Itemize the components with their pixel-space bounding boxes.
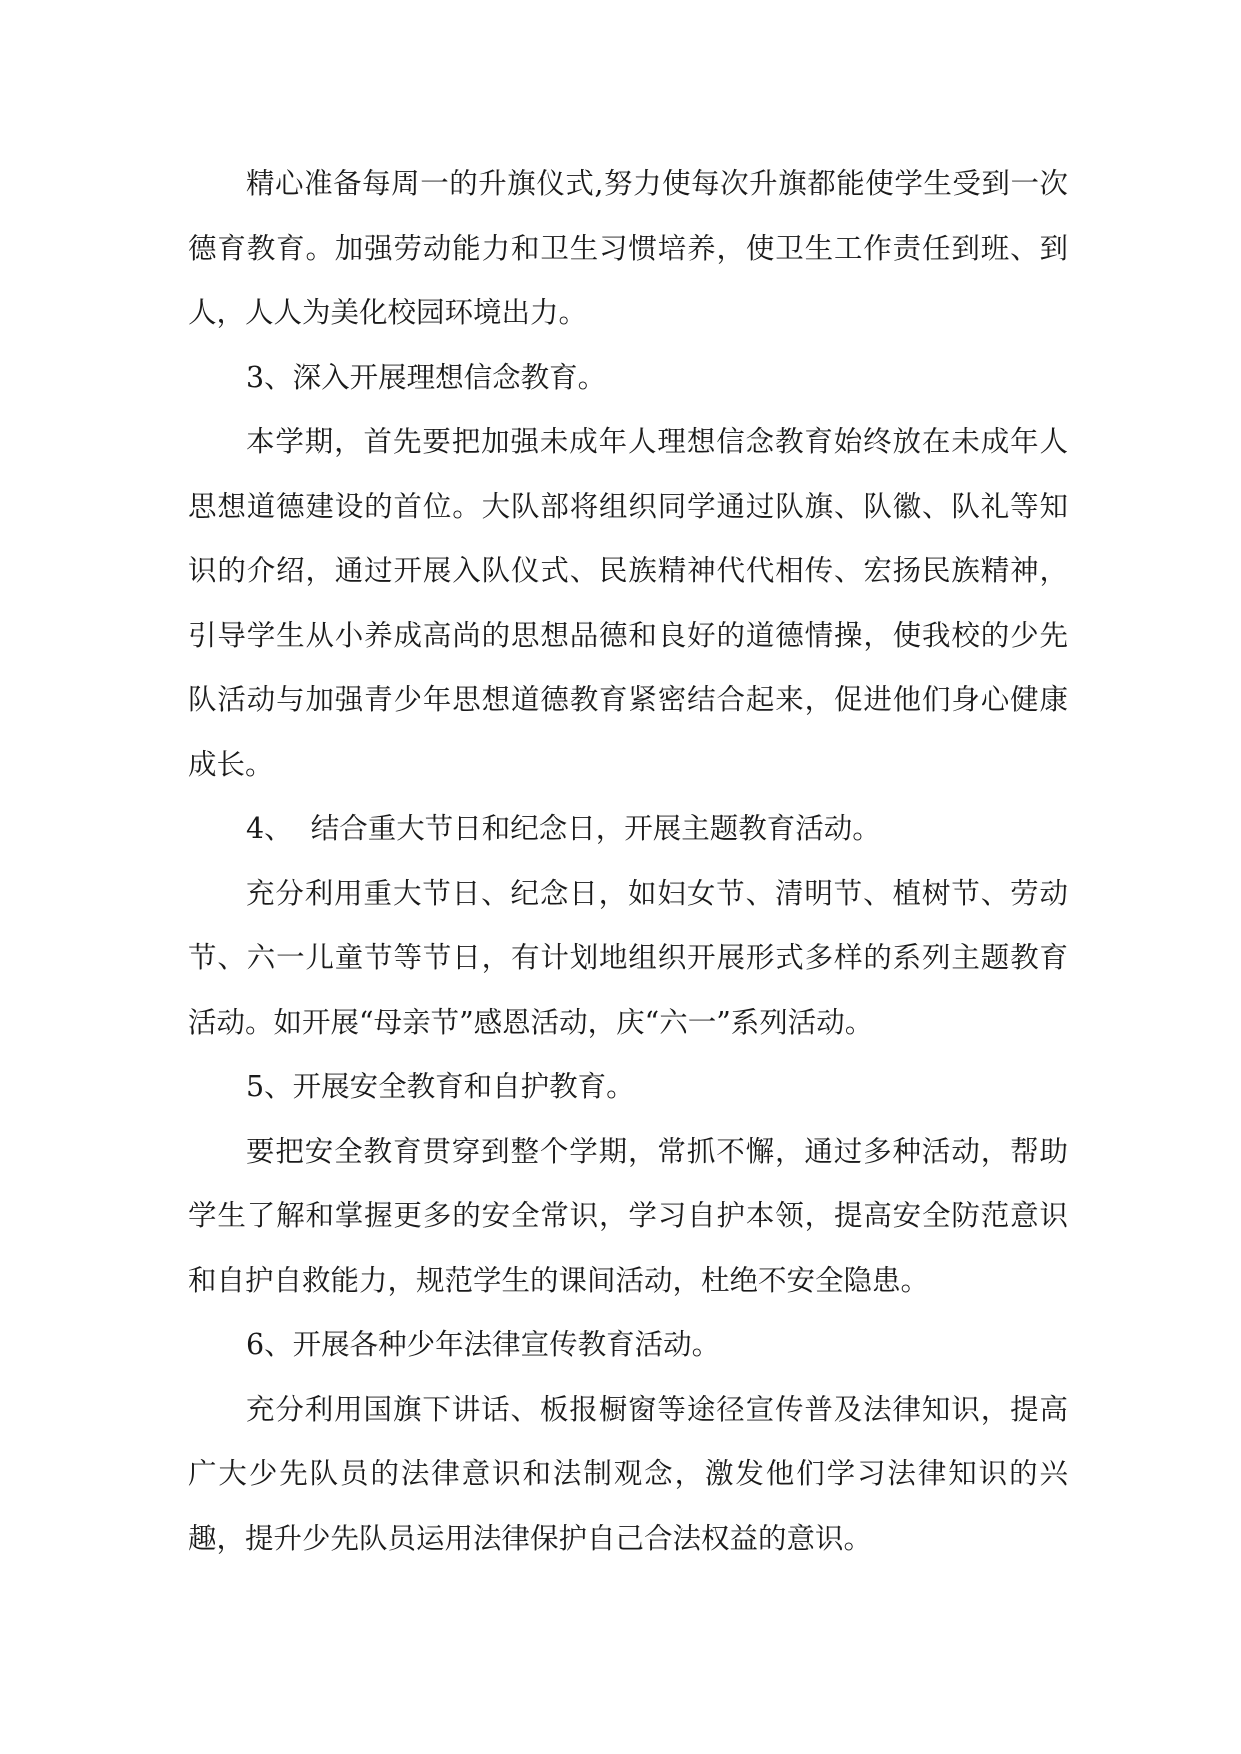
heading-ideals-education: 3、深入开展理想信念教育。: [246, 360, 607, 394]
heading-law-education: 6、开展各种少年法律宣传教育活动。: [246, 1328, 721, 1361]
paragraph-ideals-education: 本学期，首先要把加强未成年人理想信念教育始终放在未成年人思想道德建设的首位。大队部将组织同学通过队旗、队徽、队礼等知识的介绍，通过开展入队仪式、民族精神代代相传、宏扬民族精神，引导学生从小养成高尚的思想品德和良好的道德情操，使我校的少先队活动与加强青少年思想道德教育紧密结合起来，促进他们身心健康成长。: [188, 425, 1068, 781]
paragraph-law-education: 充分利用国旗下讲话、板报橱窗等途径宣传普及法律知识，提高广大少先队员的法律意识和法制观念，激发他们学习法律知识的兴趣，提升少先队员运用法律保护自己合法权益的意识。: [188, 1392, 1068, 1555]
paragraph-safety-education: 要把安全教育贯穿到整个学期，常抓不懈，通过多种活动，帮助学生了解和掌握更多的安全常识，学习自护本领，提高安全防范意识和自护自救能力，规范学生的课间活动，杜绝不安全隐患。: [188, 1134, 1068, 1297]
document-body: [188, 152, 1068, 1571]
heading-safety-education: 5、开展安全教育和自护教育。: [246, 1070, 635, 1103]
heading-holiday-activities: 4、 结合重大节日和纪念日，开展主题教育活动。: [246, 812, 881, 845]
paragraph-holiday-activities: 充分利用重大节日、纪念日，如妇女节、清明节、植树节、劳动节、六一儿童节等节日，有计划地组织开展形式多样的系列主题教育活动。如开展“母亲节”感恩活动，庆“六一”系列活动。: [188, 876, 1068, 1039]
paragraph-flag-ceremony: 精心准备每周一的升旗仪式,努力使每次升旗都能使学生受到一次德育教育。加强劳动能力和卫生习惯培养，使卫生工作责任到班、到人，人人为美化校园环境出力。: [188, 167, 1068, 329]
